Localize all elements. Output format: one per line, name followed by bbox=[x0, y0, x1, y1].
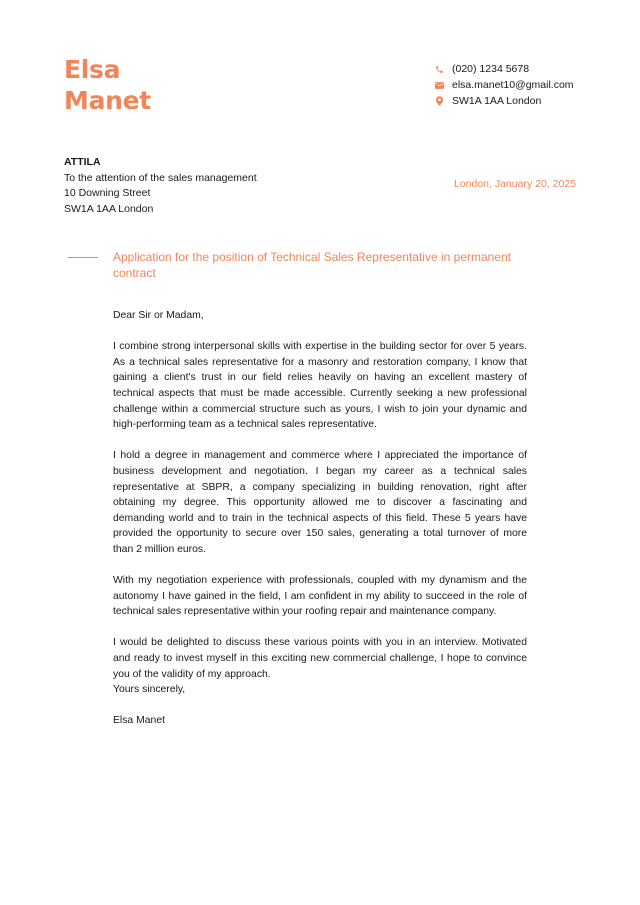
letter-subject: Application for the position of Technical Sales Representative in permanent contract bbox=[113, 250, 512, 280]
paragraph-2: I hold a degree in management and commerce where I appreciated the importance of business development and negotiation. I began my career as a technical sales representative at SBPR, a company specializing in building renovation, right after obtaining my degree. This opportunity allowed me to discover a fascinating and demanding world and to train in the technical aspects of this field. These 5 years have provided the opportunity to secure over 150 sales, generating a total turnover of more than 2 million euros. bbox=[113, 450, 527, 555]
paragraph-1: I combine strong interpersonal skills with expertise in the building sector for over 5 years. As a technical sales representative for a masonry and restoration company, I know that gaining a client's trust in our field relies heavily on having an excellent mastery of technical aspects that must be made accessible. Currently seeking a new professional challenge within a commercial structure such as yours, I wish to join your dynamic and high-performing team as a technical sales representative. bbox=[113, 341, 527, 431]
contact-address-row bbox=[435, 93, 574, 109]
phone-icon bbox=[435, 64, 444, 74]
sender-first-name: Elsa bbox=[64, 55, 121, 84]
recipient-line-2: 10 Downing Street bbox=[64, 187, 151, 200]
salutation: Dear Sir or Madam, bbox=[113, 310, 204, 321]
sender-name bbox=[64, 54, 151, 116]
letter-body bbox=[113, 308, 527, 729]
sender-last-name: Manet bbox=[64, 86, 151, 115]
contact-info bbox=[435, 61, 574, 109]
letter-date: London, January 20, 2025 bbox=[453, 178, 576, 190]
contact-phone-row bbox=[435, 61, 574, 77]
recipient-line-1: To the attention of the sales management bbox=[64, 171, 257, 184]
paragraph-4: I would be delighted to discuss these various points with you in an interview. Motivated and ready to invest myself in this exciting new commercial challenge, I hope to convince you of the validity of my approach. bbox=[113, 637, 527, 680]
envelope-icon bbox=[435, 80, 444, 90]
contact-email[interactable]: elsa.manet10@gmail.com bbox=[452, 79, 574, 91]
recipient-block bbox=[64, 155, 257, 217]
contact-email-row bbox=[435, 77, 574, 93]
closing: Yours sincerely, bbox=[113, 684, 186, 696]
subject-divider bbox=[68, 257, 98, 258]
signature: Elsa Manet bbox=[113, 715, 165, 727]
location-pin-icon bbox=[435, 96, 444, 106]
recipient-name: ATTILA bbox=[64, 156, 101, 168]
contact-address: SW1A 1AA London bbox=[452, 95, 542, 107]
contact-phone: (020) 1234 5678 bbox=[452, 63, 530, 75]
recipient-line-3: SW1A 1AA London bbox=[64, 202, 154, 215]
paragraph-3: With my negotiation experience with professionals, coupled with my dynamism and the autonomy I have gained in the field, I am confident in my ability to succeed in the role of technical sales representative within your roofing repair and maintenance company. bbox=[113, 575, 527, 618]
